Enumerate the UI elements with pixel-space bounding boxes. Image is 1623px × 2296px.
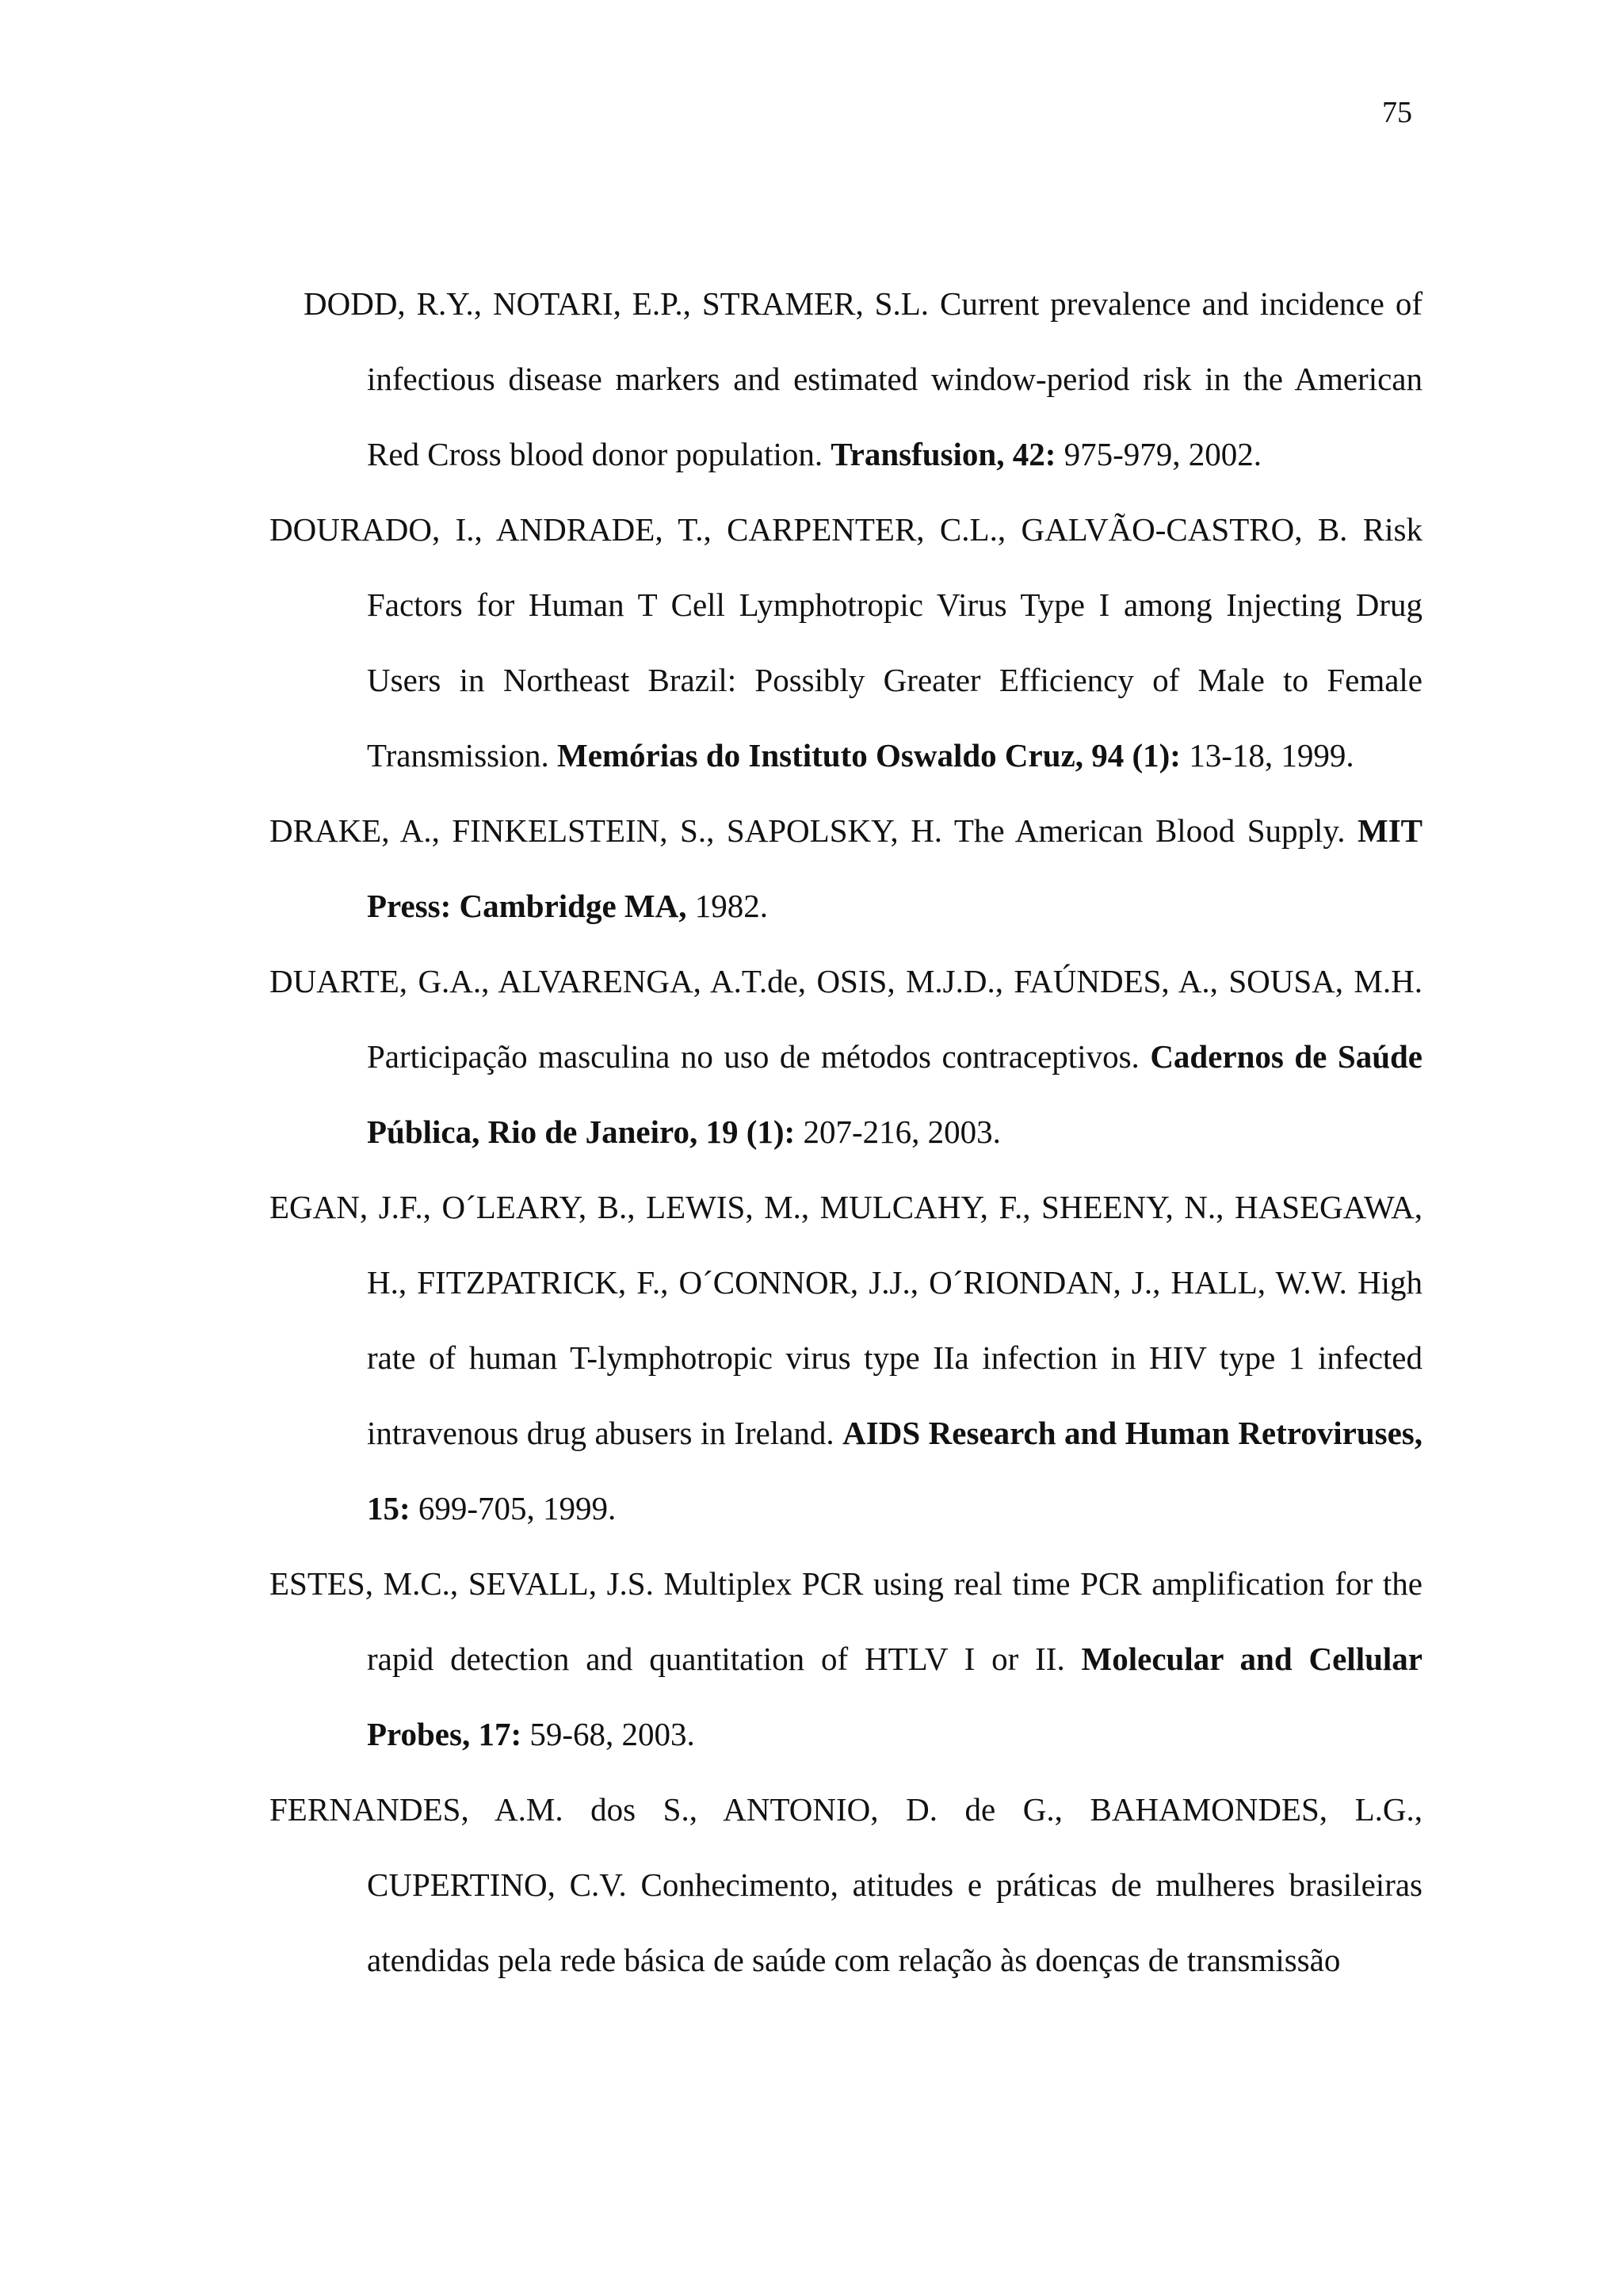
reference-text: EGAN, J.F., O´LEARY, B., LEWIS, M., MULCAHY, F., SHEENY, N., HASEGAWA, H., FITZPATRICK, F., O´CONNOR, J.J., O´RIONDAN, J., HALL, W.W. High rate of human T-lymphotropic virus type IIa infection in HIV type 1 infected intravenous drug abusers in Ireland. bbox=[269, 1189, 1423, 1451]
reference-entry-dodd bbox=[269, 266, 1423, 492]
reference-details: 59-68, 2003. bbox=[521, 1716, 695, 1752]
reference-text: FERNANDES, A.M. dos S., ANTONIO, D. de G., BAHAMONDES, L.G., CUPERTINO, C.V. Conhecimento, atitudes e práticas de mulheres brasileiras atendidas pela rede básica de saúde com relação às doenças de transmissão bbox=[269, 1791, 1423, 1978]
reference-text: DOURADO, I., ANDRADE, T., CARPENTER, C.L., GALVÃO-CASTRO, B. Risk Factors for Human T Cell Lymphotropic Virus Type I among Injecting Drug Users in Northeast Brazil: Possibly Greater Efficiency of Male to Female Transmission. bbox=[269, 511, 1423, 774]
reference-details: 1982. bbox=[686, 888, 768, 924]
reference-source: Memórias do Instituto Oswaldo Cruz, 94 (1): bbox=[557, 737, 1181, 774]
reference-source: Transfusion, 42: bbox=[831, 436, 1056, 472]
reference-list bbox=[269, 266, 1423, 1998]
reference-details: 207-216, 2003. bbox=[795, 1114, 1001, 1150]
reference-text: ESTES, M.C., SEVALL, J.S. Multiplex PCR using real time PCR amplification for the rapid detection and quantitation of HTLV I or II. bbox=[269, 1565, 1423, 1677]
reference-source: MIT Press: Cambridge MA, bbox=[367, 812, 1423, 924]
reference-entry-fernandes bbox=[269, 1772, 1423, 1998]
reference-entry-egan bbox=[269, 1170, 1423, 1546]
reference-details: 13-18, 1999. bbox=[1180, 737, 1354, 774]
reference-entry-drake bbox=[269, 793, 1423, 944]
reference-source: Cadernos de Saúde Pública, Rio de Janeiro, 19 (1): bbox=[367, 1038, 1423, 1150]
reference-source: Molecular and Cellular Probes, 17: bbox=[367, 1641, 1423, 1752]
reference-entry-duarte bbox=[269, 944, 1423, 1170]
reference-entry-estes bbox=[269, 1546, 1423, 1772]
reference-text: DODD, R.Y., NOTARI, E.P., STRAMER, S.L. Current prevalence and incidence of infectious disease markers and estimated window-period risk in the American Red Cross blood donor population. bbox=[304, 285, 1423, 472]
page-number: 75 bbox=[1382, 96, 1412, 129]
reference-source: AIDS Research and Human Retroviruses, 15: bbox=[367, 1415, 1423, 1526]
reference-text: DUARTE, G.A., ALVARENGA, A.T.de, OSIS, M.J.D., FAÚNDES, A., SOUSA, M.H. Participação masculina no uso de métodos contraceptivos. bbox=[269, 963, 1423, 1075]
reference-details: 975-979, 2002. bbox=[1056, 436, 1262, 472]
reference-text: DRAKE, A., FINKELSTEIN, S., SAPOLSKY, H. The American Blood Supply. bbox=[269, 812, 1358, 849]
reference-details: 699-705, 1999. bbox=[410, 1490, 617, 1526]
reference-entry-dourado bbox=[269, 492, 1423, 793]
